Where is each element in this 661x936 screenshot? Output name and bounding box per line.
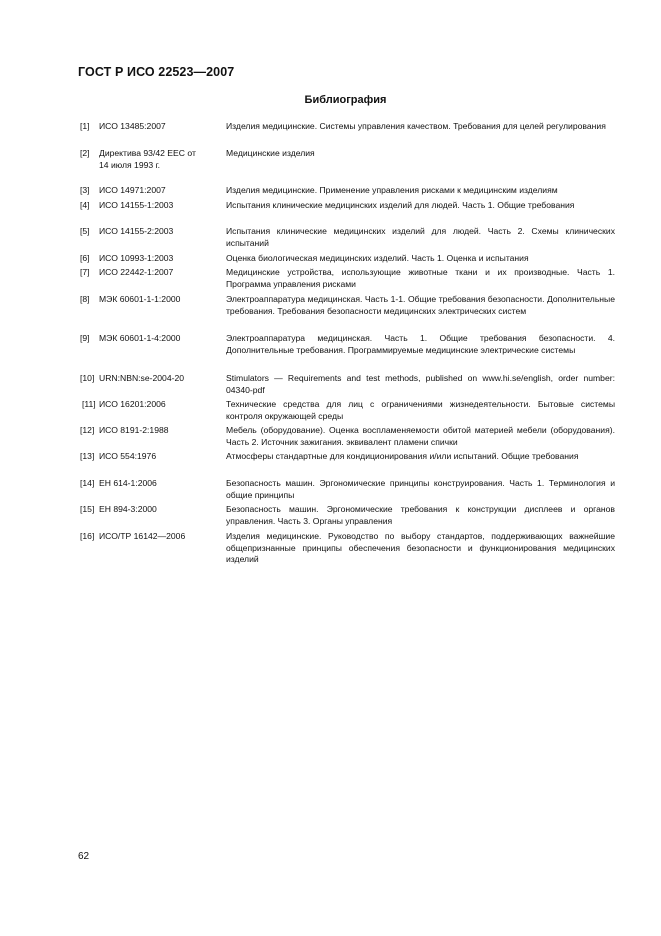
entry-reference: ИСО 13485:2007: [99, 121, 166, 131]
entry-number: [14]: [80, 478, 95, 488]
entry-reference: ИСО 14971:2007: [99, 185, 166, 195]
entry-number: [15]: [80, 504, 95, 514]
entry-description: Медицинские устройства, использующие животные ткани и их производные. Часть 1. Программа управления рисками: [226, 267, 615, 289]
entry-number: [6]: [80, 253, 90, 263]
entry-description: Безопасность машин. Эргономические принципы конструирования. Часть 1. Терминология и общие принципы: [226, 478, 615, 500]
entry-reference: ЕН 614-1:2006: [99, 478, 157, 488]
section-title: Библиография: [304, 94, 387, 106]
entry-number: [13]: [80, 451, 95, 461]
entry-reference: URN:NBN:se-2004-20: [99, 373, 185, 383]
entry-description: Испытания клинические медицинских изделий для людей. Часть 2. Схемы клинических испытаний: [226, 226, 615, 248]
entry-description: Изделия медицинские. Руководство по выбору стандартов, поддерживающих важнейшие общепризнанные принципы обеспечения безопасности и функционирования медицинских изделий: [226, 531, 615, 565]
entry-description: Изделия медицинские. Системы управления качеством. Требования для целей регулирования: [226, 121, 606, 131]
entry-description: Оценка биологическая медицинских изделий. Часть 1. Оценка и испытания: [226, 253, 529, 263]
entry-description: Испытания клинические медицинских изделий для людей. Часть 1. Общие требования: [226, 200, 575, 210]
entry-description: Электроаппаратура медицинская. Часть 1-1. Общие требования безопасности. Дополнительные требования. Требования безопасности медицинских электрических систем: [226, 294, 615, 316]
entry-reference: Директива 93/42 ЕЕС от 14 июля 1993 г.: [99, 148, 196, 170]
entry-number: [12]: [80, 425, 95, 435]
entry-number: [16]: [80, 531, 95, 541]
entry-reference: МЭК 60601-1-1:2000: [99, 294, 181, 304]
entry-number: [8]: [80, 294, 90, 304]
document-header: ГОСТ Р ИСО 22523—2007: [78, 65, 235, 79]
entry-number: [4]: [80, 200, 90, 210]
entry-description: Электроаппаратура медицинская. Часть 1. Общие требования безопасности. 4. Дополнительные требования. Программируемые медицинские электрические системы: [226, 333, 615, 355]
entry-description: Атмосферы стандартные для кондиционирования и/или испытаний. Общие требования: [226, 451, 579, 461]
entry-description: Изделия медицинские. Применение управления рисками к медицинским изделиям: [226, 185, 558, 195]
entry-number: [7]: [80, 267, 90, 277]
entry-reference: ИСО 554:1976: [99, 451, 157, 461]
entry-number: [2]: [80, 148, 90, 158]
entry-reference: ИСО 14155-2:2003: [99, 226, 174, 236]
entry-description: Stimulators — Requirements and test methods, published on www.hi.se/english, order number: 04340-pdf: [226, 373, 615, 395]
entry-number: [11]: [82, 399, 96, 409]
entry-reference: ЕН 894-3:2000: [99, 504, 157, 514]
entry-reference: ИСО/ТР 16142—2006: [99, 531, 186, 541]
entry-description: Мебель (оборудование). Оценка воспламеняемости обитой материей мебели (оборудования). Часть 2. Источник зажигания. эквивалент пламени спички: [226, 425, 615, 447]
entry-number: [10]: [80, 373, 95, 383]
entry-description: Медицинские изделия: [226, 148, 315, 158]
entry-reference: ИСО 22442-1:2007: [99, 267, 174, 277]
entry-reference: МЭК 60601-1-4:2000: [99, 333, 181, 343]
entry-number: [1]: [80, 121, 90, 131]
entry-number: [3]: [80, 185, 90, 195]
entry-description: Технические средства для лиц с ограничениями жизнедеятельности. Бытовые системы контроля окружающей среды: [226, 399, 615, 421]
page-number: 62: [78, 851, 90, 862]
entry-reference: ИСО 10993-1:2003: [99, 253, 174, 263]
entry-number: [5]: [80, 226, 90, 236]
entry-description: Безопасность машин. Эргономические требования к конструкции дисплеев и органов управления. Часть 3. Органы управления: [226, 504, 615, 526]
entry-reference: ИСО 8191-2:1988: [99, 425, 169, 435]
entry-number: [9]: [80, 333, 90, 343]
entry-reference: ИСО 14155-1:2003: [99, 200, 174, 210]
entry-reference: ИСО 16201:2006: [99, 399, 166, 409]
